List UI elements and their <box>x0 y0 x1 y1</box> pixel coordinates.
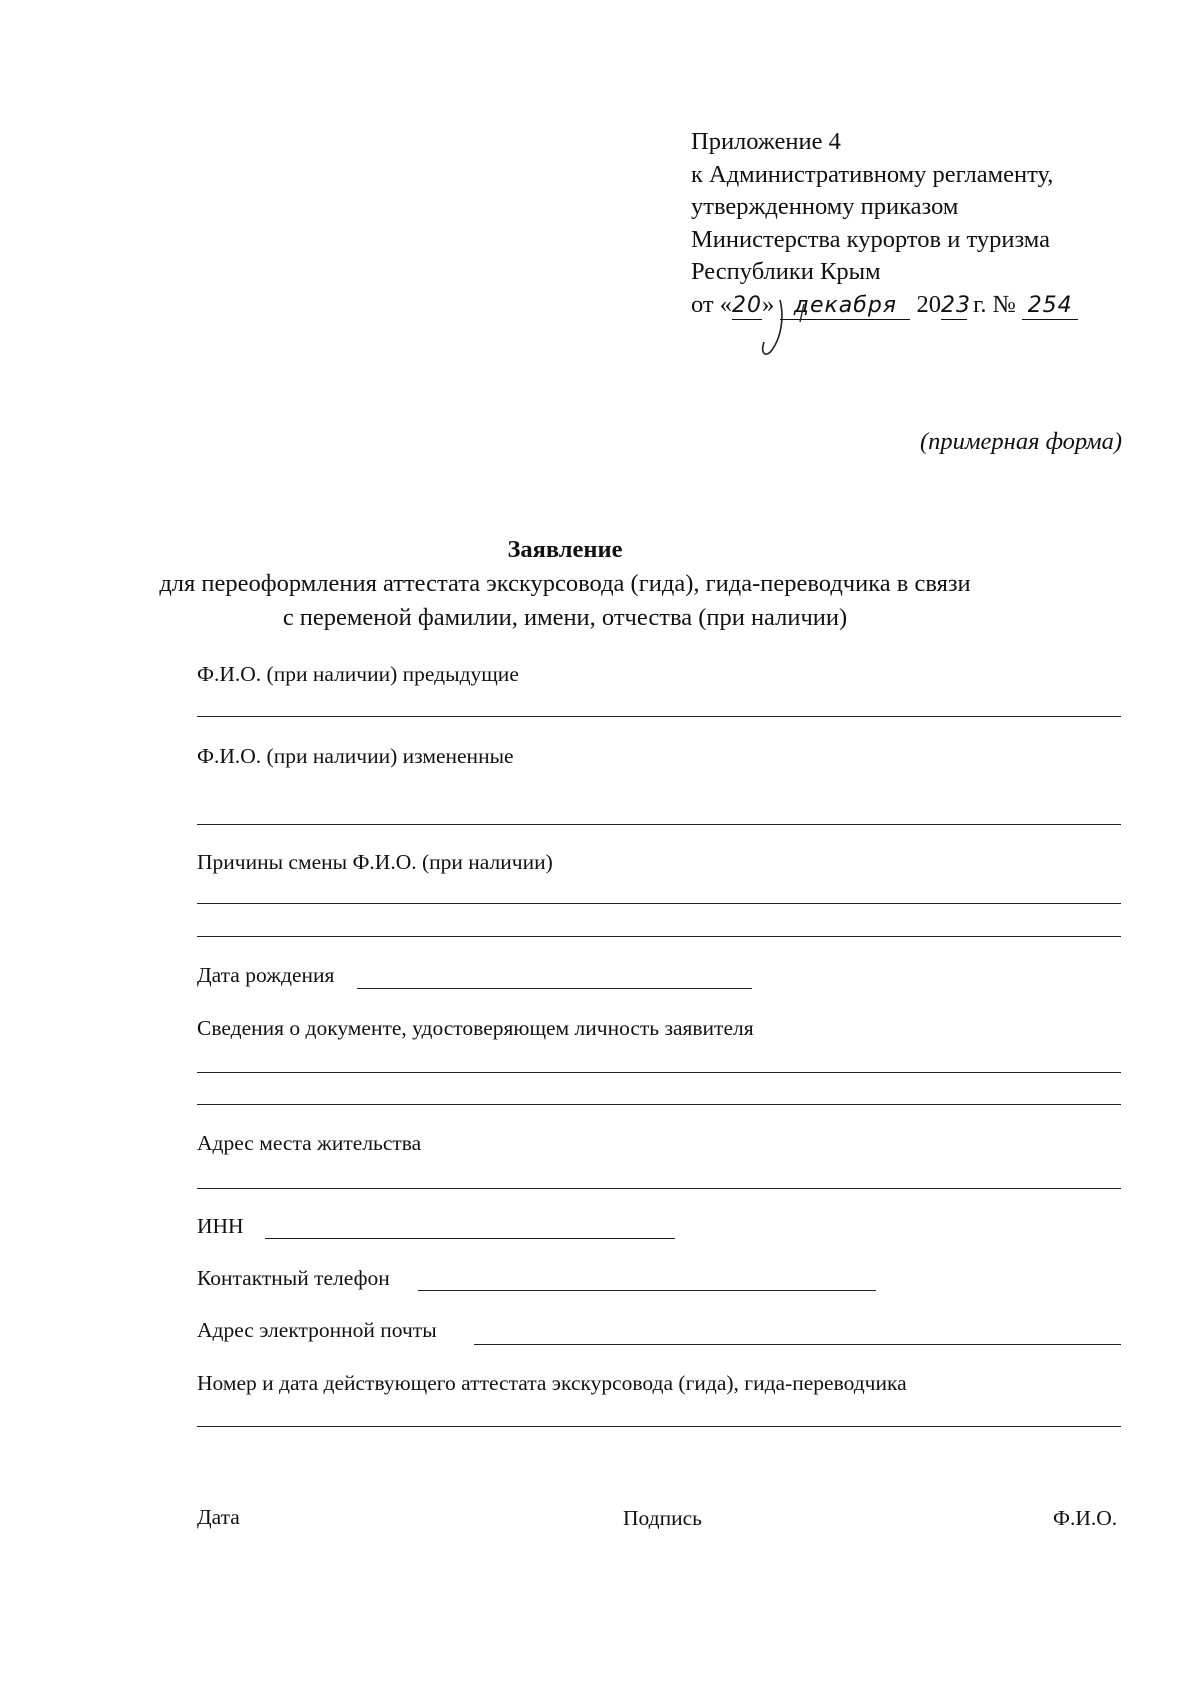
signature-name-label: Ф.И.О. <box>1053 1506 1118 1530</box>
id-document-label: Сведения о документе, удостоверяющем личность заявителя <box>197 1016 754 1040</box>
address-field-line[interactable] <box>197 1188 1121 1189</box>
date-close: » <box>762 290 775 318</box>
handwritten-year: 23 <box>941 292 972 318</box>
sample-form-note: (примерная форма) <box>920 428 1122 455</box>
handwriting-flourish-mark <box>760 296 820 366</box>
id-document-field-line-1[interactable] <box>197 1072 1121 1073</box>
prev-name-field-line[interactable] <box>197 716 1121 717</box>
handwritten-day: 20 <box>732 292 763 318</box>
signature-sign-label: Подпись <box>623 1506 702 1530</box>
appendix-line-5: Республики Крым <box>691 258 881 285</box>
inn-label: ИНН <box>197 1214 244 1238</box>
reason-field-line-1[interactable] <box>197 903 1121 904</box>
prev-name-label: Ф.И.О. (при наличии) предыдущие <box>197 662 519 686</box>
new-name-label: Ф.И.О. (при наличии) измененные <box>197 744 514 768</box>
reason-label: Причины смены Ф.И.О. (при наличии) <box>197 850 553 874</box>
inn-field-line[interactable] <box>265 1238 675 1239</box>
document-title: Заявление <box>507 536 623 563</box>
appendix-header <box>691 126 1078 321</box>
appendix-line-1: Приложение 4 <box>691 128 841 155</box>
year-mark: г. № <box>973 290 1017 318</box>
birth-date-field-line[interactable] <box>357 988 752 989</box>
new-name-field-line[interactable] <box>197 824 1121 825</box>
email-label: Адрес электронной почты <box>197 1318 437 1342</box>
certificate-label: Номер и дата действующего аттестата экскурсовода (гида), гида-переводчика <box>197 1371 907 1395</box>
document-subtitle-line-2: с переменой фамилии, имени, отчества (при наличии) <box>282 604 848 631</box>
appendix-date-line <box>691 289 1078 322</box>
appendix-line-3: утвержденному приказом <box>691 193 959 220</box>
handwritten-month: декабря <box>780 293 910 320</box>
phone-label: Контактный телефон <box>197 1266 390 1290</box>
reason-field-line-2[interactable] <box>197 936 1121 937</box>
document-subtitle-line-1: для переоформления аттестата экскурсовода (гида), гида-переводчика в связи <box>159 570 971 597</box>
date-prefix: от « <box>691 290 733 318</box>
address-label: Адрес места жительства <box>197 1131 422 1155</box>
appendix-line-4: Министерства курортов и туризма <box>691 225 1050 253</box>
phone-field-line[interactable] <box>418 1290 876 1291</box>
birth-date-label: Дата рождения <box>197 963 335 987</box>
id-document-field-line-2[interactable] <box>197 1104 1121 1105</box>
signature-date-label: Дата <box>197 1505 240 1529</box>
certificate-field-line[interactable] <box>197 1426 1121 1427</box>
handwritten-number: 254 <box>1022 293 1078 320</box>
year-prefix: 20 <box>916 290 942 318</box>
email-field-line[interactable] <box>474 1344 1121 1345</box>
appendix-line-2: к Административному регламенту, <box>691 160 1054 188</box>
